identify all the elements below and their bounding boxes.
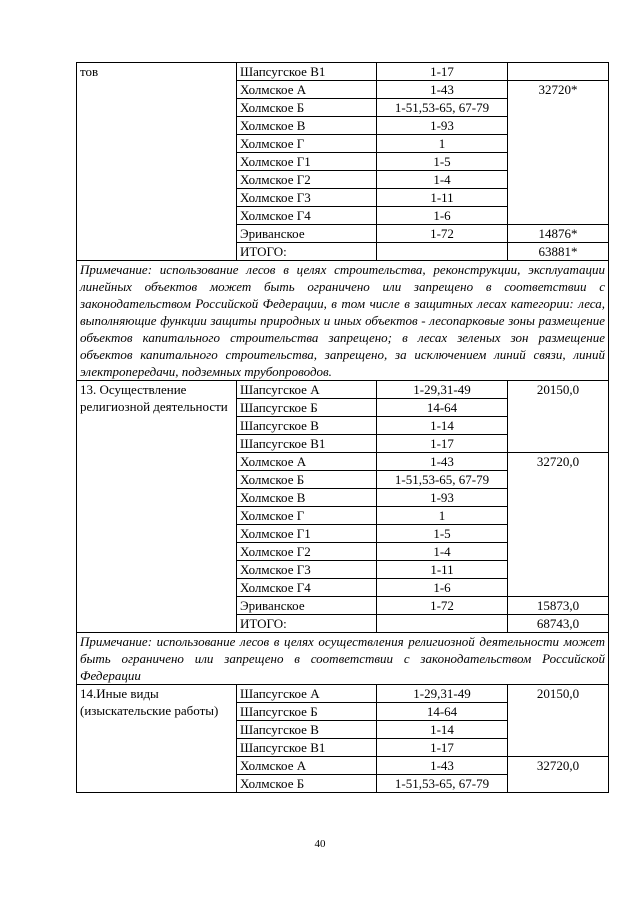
forestry-cell: Холмское Г2 <box>237 171 377 189</box>
area-cell: 32720,0 <box>508 453 609 597</box>
quarters-cell: 1-72 <box>377 597 508 615</box>
forestry-cell: Шапсугское Б <box>237 399 377 417</box>
forestry-cell: Холмское А <box>237 81 377 99</box>
page-number: 40 <box>314 838 326 850</box>
forestry-cell: Эриванское <box>237 597 377 615</box>
quarters-cell: 1-51,53-65, 67-79 <box>377 99 508 117</box>
forestry-cell: Холмское Г <box>237 507 377 525</box>
table-row <box>77 381 609 399</box>
quarters-cell: 1-4 <box>377 543 508 561</box>
note-text: Примечание: использование лесов в целях строительства, реконструкции, эксплуатации линейных объектов может быть ограничено или запрещено в соответствии с законодательством Российской Федерации, в том числе в защитных лесах категории: леса, выполняющие функции защиты природных и иных объектов - лесопарковые зоны размещение объектов капитального строительства запрещено; в лесах зеленых зон размещение объектов капитального строительства, запрещено, за исключением линий связи, линий электропередачи, подземных трубопроводов. <box>77 261 609 381</box>
total-label: ИТОГО: <box>237 243 377 261</box>
note-row <box>77 261 609 381</box>
purpose-cell: тов <box>77 63 237 261</box>
quarters-cell: 1-17 <box>377 739 508 757</box>
forestry-cell: Холмское Г3 <box>237 189 377 207</box>
forestry-cell: Холмское Г2 <box>237 543 377 561</box>
forestry-cell: Холмское В <box>237 489 377 507</box>
quarters-cell: 1-93 <box>377 117 508 135</box>
forestry-cell: Эриванское <box>237 225 377 243</box>
quarters-cell: 1-11 <box>377 189 508 207</box>
forestry-cell: Холмское Б <box>237 775 377 793</box>
quarters-cell: 1-17 <box>377 63 508 81</box>
quarters-cell: 1-4 <box>377 171 508 189</box>
purpose-cell: 13. Осуществление религиозной деятельности <box>77 381 237 633</box>
quarters-cell: 1-14 <box>377 417 508 435</box>
area-cell: 32720* <box>508 81 609 225</box>
forestry-cell: Холмское Г3 <box>237 561 377 579</box>
quarters-cell: 1-93 <box>377 489 508 507</box>
forest-use-table <box>76 62 609 793</box>
total-value: 68743,0 <box>508 615 609 633</box>
quarters-cell: 1-43 <box>377 757 508 775</box>
forestry-cell: Шапсугское В1 <box>237 63 377 81</box>
forestry-cell: Холмское Б <box>237 471 377 489</box>
area-cell: 15873,0 <box>508 597 609 615</box>
quarters-cell: 1-43 <box>377 81 508 99</box>
forestry-cell: Шапсугское В <box>237 721 377 739</box>
forestry-cell: Шапсугское А <box>237 685 377 703</box>
note-row <box>77 633 609 685</box>
purpose-cell: 14.Иные виды (изыскательские работы) <box>77 685 237 793</box>
total-value: 63881* <box>508 243 609 261</box>
forestry-cell: Холмское Г4 <box>237 207 377 225</box>
quarters-cell: 1-29,31-49 <box>377 685 508 703</box>
forestry-cell: Шапсугское В1 <box>237 435 377 453</box>
quarters-cell: 1-72 <box>377 225 508 243</box>
table-row <box>77 685 609 703</box>
area-cell: 14876* <box>508 225 609 243</box>
note-text: Примечание: использование лесов в целях осуществления религиозной деятельности может быть ограничено или запрещено в соответствии с законодательством Российской Федерации <box>77 633 609 685</box>
forestry-cell: Холмское Б <box>237 99 377 117</box>
forestry-cell: Шапсугское А <box>237 381 377 399</box>
forestry-cell: Холмское А <box>237 453 377 471</box>
quarters-cell: 1 <box>377 135 508 153</box>
quarters-cell: 1-6 <box>377 579 508 597</box>
quarters-cell: 1-5 <box>377 525 508 543</box>
quarters-cell: 1-51,53-65, 67-79 <box>377 775 508 793</box>
forestry-cell: Шапсугское В <box>237 417 377 435</box>
quarters-cell: 14-64 <box>377 399 508 417</box>
area-cell <box>508 63 609 81</box>
total-label: ИТОГО: <box>237 615 377 633</box>
area-cell: 20150,0 <box>508 381 609 453</box>
table-row <box>77 63 609 81</box>
quarters-cell: 1-51,53-65, 67-79 <box>377 471 508 489</box>
forestry-cell: Холмское Г1 <box>237 153 377 171</box>
area-cell: 20150,0 <box>508 685 609 757</box>
quarters-cell: 1-14 <box>377 721 508 739</box>
quarters-cell: 1-6 <box>377 207 508 225</box>
area-cell: 32720,0 <box>508 757 609 793</box>
forestry-cell: Холмское Г1 <box>237 525 377 543</box>
quarters-cell: 1 <box>377 507 508 525</box>
forestry-cell: Холмское А <box>237 757 377 775</box>
quarters-cell: 14-64 <box>377 703 508 721</box>
forestry-cell: Шапсугское В1 <box>237 739 377 757</box>
quarters-cell: 1-29,31-49 <box>377 381 508 399</box>
quarters-cell: 1-43 <box>377 453 508 471</box>
quarters-cell: 1-11 <box>377 561 508 579</box>
forestry-cell: Холмское Г4 <box>237 579 377 597</box>
forestry-cell: Шапсугское Б <box>237 703 377 721</box>
forestry-cell: Холмское Г <box>237 135 377 153</box>
quarters-cell: 1-17 <box>377 435 508 453</box>
forestry-cell: Холмское В <box>237 117 377 135</box>
quarters-cell: 1-5 <box>377 153 508 171</box>
